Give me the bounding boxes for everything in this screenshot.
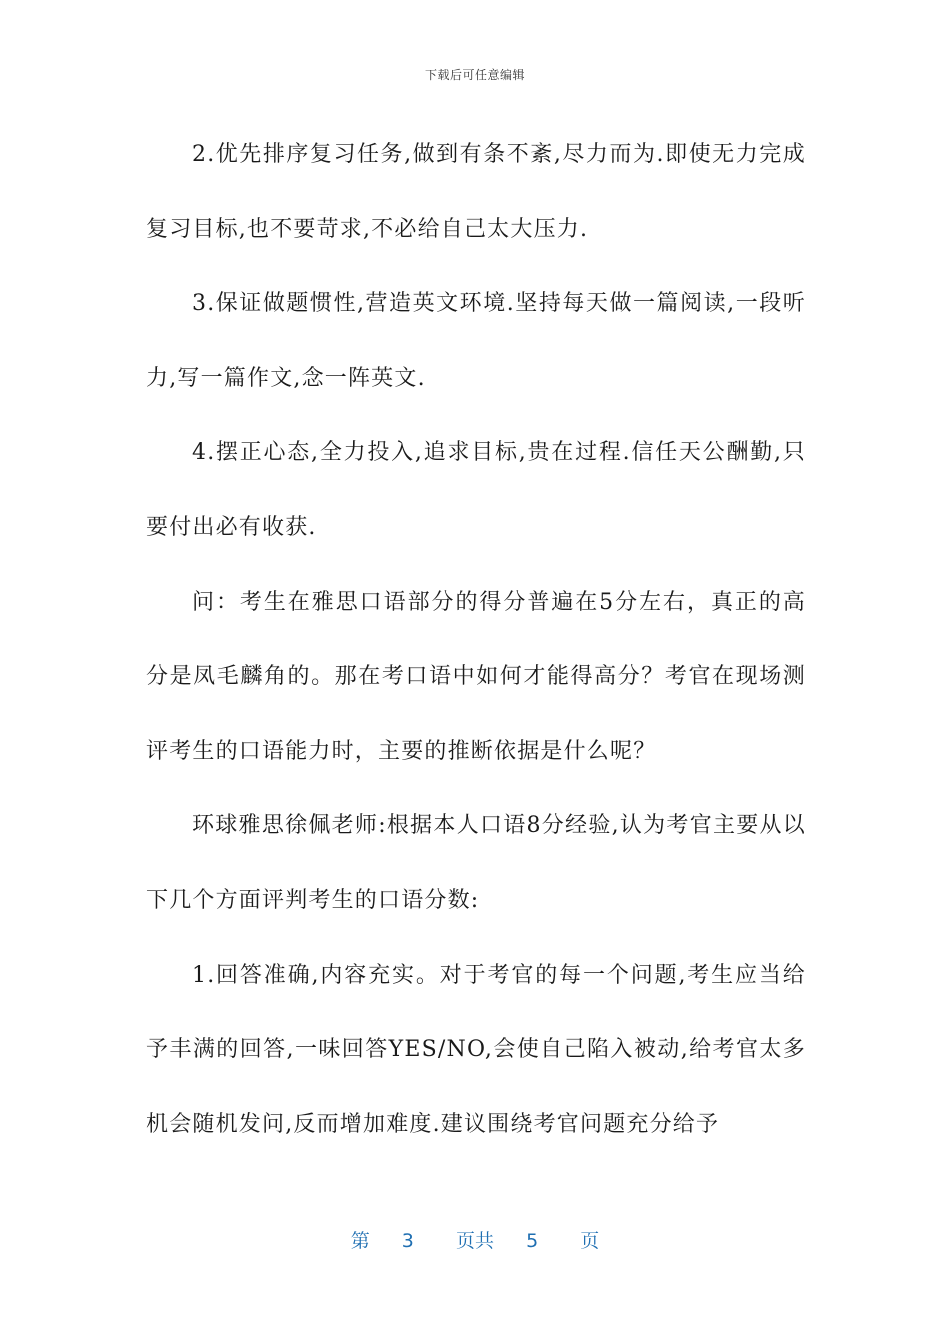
paragraph-question: 问：考生在雅思口语部分的得分普遍在5分左右，真正的高分是凤毛麟角的。那在考口语中如何才能得高分？考官在现场测评考生的口语能力时，主要的推断依据是什么呢？: [146, 589, 806, 764]
footer-prefix: 第: [350, 1230, 370, 1252]
paragraph-item-4: 4.摆正心态,全力投入,追求目标,贵在过程.信任天公酬勤,只要付出必有收获.: [146, 440, 806, 540]
paragraph-item-2: 2.优先排序复习任务,做到有条不紊,尽力而为.即使无力完成复习目标,也不要苛求,不必给自己太大压力.: [146, 142, 806, 242]
footer-middle: 页共: [455, 1230, 494, 1252]
footer-suffix: 页: [580, 1230, 600, 1252]
footer-total-pages: 5: [526, 1230, 539, 1252]
paragraph-answer-intro: 环球雅思徐佩老师:根据本人口语8分经验,认为考官主要从以下几个方面评判考生的口语分数:: [146, 813, 806, 913]
header-note: 下载后可任意编辑: [424, 68, 525, 82]
document-body: [146, 118, 806, 1162]
page-number-footer: [0, 1226, 950, 1253]
paragraph-answer-item-1: 1.回答准确,内容充实。对于考官的每一个问题,考生应当给予丰满的回答,一味回答YES/NO,会使自己陷入被动,给考官太多机会随机发问,反而增加难度.建议围绕考官问题充分给予: [146, 962, 806, 1137]
footer-current-page: 3: [401, 1230, 414, 1252]
paragraph-item-3: 3.保证做题惯性,营造英文环境.坚持每天做一篇阅读,一段听力,写一篇作文,念一阵英文.: [146, 291, 806, 391]
